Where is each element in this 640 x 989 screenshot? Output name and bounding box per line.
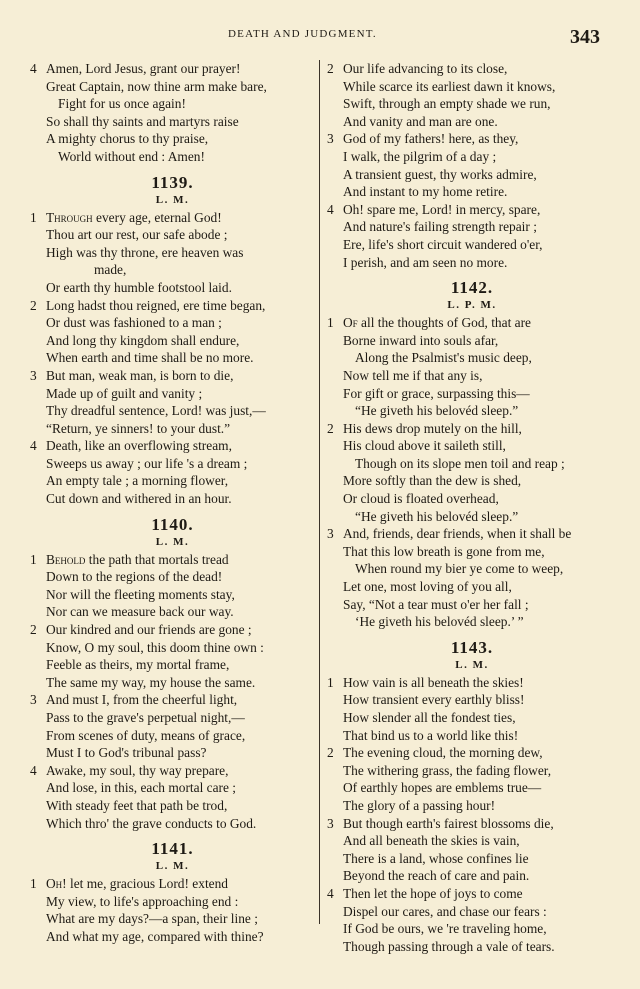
verse-text: Now tell me if that any is,	[343, 367, 483, 383]
verse-line	[30, 656, 315, 674]
verse-text: “He giveth his belovéd sleep.”	[355, 403, 519, 419]
verse-line	[30, 472, 315, 490]
verse-text: More softly than the dew is shed,	[343, 473, 522, 489]
hymn-meter: L. M.	[155, 193, 190, 206]
stanza	[327, 420, 617, 526]
verse-text: How slender all the fondest ties,	[343, 710, 516, 725]
verse-text: Or earth thy humble footstool laid.	[46, 279, 232, 295]
verse-line	[327, 472, 617, 490]
verse-text: From scenes of duty, means of grace,	[46, 727, 246, 743]
verse-text: And what my age, compared with thine?	[46, 928, 264, 944]
verse-text: Death, like an overflowing stream,	[46, 438, 232, 454]
verse-text: Fight for us once again!	[58, 96, 186, 112]
verse-text: Say, “Not a tear must o'er her fall ;	[343, 596, 529, 612]
verse-text: Thy dreadful sentence, Lord! was just,—	[46, 403, 266, 419]
verse-text: Though on its slope men toil and reap ;	[355, 455, 565, 471]
verse-text: “He giveth his belovéd sleep.”	[355, 508, 519, 524]
verse-line	[327, 218, 617, 236]
verse-text: the path that mortals tread	[85, 551, 229, 567]
stanza	[30, 437, 315, 507]
stanza	[30, 551, 315, 621]
verse-text: How transient every earthly bliss!	[343, 692, 525, 708]
verse-text: “Return, ye sinners! to your dust.”	[46, 420, 231, 436]
column-divider	[319, 60, 320, 924]
stanza-number: 4	[30, 61, 37, 76]
verse-line	[327, 78, 617, 96]
verse-text: And nature's failing strength repair ;	[343, 219, 537, 235]
verse-text: Swift, through an empty shade we run,	[343, 96, 551, 112]
verse-line	[327, 578, 617, 596]
verse-line	[30, 797, 315, 815]
verse-line	[30, 639, 315, 657]
verse-line	[327, 60, 617, 78]
verse-text: World without end : Amen!	[58, 148, 205, 164]
verse-line	[327, 832, 617, 850]
verse-line	[327, 201, 617, 219]
verse-line	[327, 903, 617, 921]
verse-text: And all beneath the skies is vain,	[343, 833, 520, 849]
verse-text: Borne inward into souls afar,	[343, 332, 499, 348]
verse-line	[30, 815, 315, 833]
verse-text: There is a land, whose confines lie	[343, 850, 529, 866]
verse-line	[30, 148, 315, 166]
verse-text: The withering grass, the fading flower,	[343, 762, 552, 778]
verse-line	[30, 709, 315, 727]
stanza	[327, 744, 617, 814]
stanza-number: 3	[327, 526, 334, 542]
verse-line	[327, 166, 617, 184]
verse-line	[30, 586, 315, 604]
verse-line	[30, 893, 315, 911]
verse-line	[327, 596, 617, 614]
stanza	[327, 60, 617, 130]
verse-line	[327, 885, 617, 903]
verse-line	[327, 349, 617, 367]
stanza	[327, 525, 617, 631]
verse-line	[30, 727, 315, 745]
verse-line	[30, 568, 315, 586]
verse-text: A transient guest, thy works admire,	[343, 166, 537, 182]
verse-line	[327, 236, 617, 254]
stanza-number: 4	[327, 201, 334, 217]
verse-text: Nor can we measure back our way.	[46, 604, 234, 620]
verse-line	[30, 261, 315, 279]
verse-text: Our life advancing to its close,	[343, 61, 508, 76]
verse-text: Nor will the fleeting moments stay,	[46, 586, 235, 602]
verse-text: That this low breath is gone from me,	[343, 543, 545, 559]
stanza	[30, 367, 315, 437]
verse-line	[327, 183, 617, 201]
verse-line	[30, 402, 315, 420]
verse-line	[327, 490, 617, 508]
verse-text: I perish, and am seen no more.	[343, 254, 508, 270]
verse-line	[30, 226, 315, 244]
verse-line	[30, 674, 315, 692]
verse-text: Or dust was fashioned to a man ;	[46, 315, 222, 331]
stanza-number: 3	[327, 131, 334, 147]
hymn-number: 1140.	[151, 514, 194, 534]
verse-text: And must I, from the cheerful light,	[46, 692, 238, 708]
verse-text: I walk, the pilgrim of a day ;	[343, 148, 497, 164]
verse-line	[327, 437, 617, 455]
verse-line	[327, 332, 617, 350]
verse-line	[30, 875, 315, 893]
verse-line	[327, 95, 617, 113]
verse-line	[327, 779, 617, 797]
stanza	[327, 674, 617, 744]
verse-text: Great Captain, now thine arm make bare,	[46, 78, 267, 94]
verse-text: Which thro' the grave conducts to God.	[46, 815, 257, 831]
stanza	[327, 130, 617, 200]
verse-line	[30, 130, 315, 148]
verse-line	[327, 613, 617, 631]
verse-line	[327, 525, 617, 543]
verse-text: But man, weak man, is born to die,	[46, 367, 234, 383]
verse-text: Though passing through a vale of tears.	[343, 938, 555, 954]
stanza	[327, 815, 617, 885]
verse-line	[327, 367, 617, 385]
verse-text: Oh! spare me, Lord! in mercy, spare,	[343, 201, 541, 217]
verse-text: Dispel our cares, and chase our fears :	[343, 903, 547, 919]
verse-text: Long hadst thou reigned, ere time began,	[46, 297, 266, 313]
verse-line	[327, 148, 617, 166]
verse-line	[30, 385, 315, 403]
stanza-number: 4	[327, 885, 334, 901]
verse-text: My view, to life's approaching end :	[46, 893, 239, 909]
stanza	[30, 297, 315, 367]
verse-text: And, friends, dear friends, when it shall be	[343, 526, 572, 542]
verse-text: Know, O my soul, this doom thine own :	[46, 639, 264, 655]
verse-line	[30, 349, 315, 367]
verse-line	[30, 60, 315, 78]
verse-text: And long thy kingdom shall endure,	[46, 332, 240, 348]
verse-line	[327, 420, 617, 438]
hymn-number: 1141.	[151, 839, 194, 859]
verse-text: His dews drop mutely on the hill,	[343, 420, 522, 436]
stanza-lead-word: Through	[46, 209, 93, 225]
verse-text: God of my fathers! here, as they,	[343, 131, 519, 147]
stanza	[30, 762, 315, 832]
verse-text: Feeble as theirs, my mortal frame,	[46, 657, 230, 673]
verse-text: For gift or grace, surpassing this—	[343, 385, 530, 401]
verse-text: made,	[94, 262, 127, 278]
verse-line	[30, 762, 315, 780]
verse-text: When round my bier ye come to weep,	[355, 561, 564, 577]
verse-text: Or cloud is floated overhead,	[343, 491, 499, 507]
verse-line	[30, 551, 315, 569]
verse-text: With steady feet that path be trod,	[46, 797, 228, 813]
stanza-number: 1	[30, 876, 37, 892]
verse-text: When earth and time shall be no more.	[46, 350, 254, 366]
stanza-number: 2	[30, 297, 37, 313]
stanza-number: 1	[30, 551, 37, 567]
verse-line	[30, 244, 315, 262]
verse-line	[327, 385, 617, 403]
stanza	[30, 209, 315, 297]
verse-text: ! let me, gracious Lord! extend	[62, 876, 229, 892]
verse-line	[30, 209, 315, 227]
stanza	[30, 875, 315, 945]
stanza-lead-word: Oh	[46, 876, 63, 892]
verse-line	[327, 691, 617, 709]
verse-text: An empty tale ; a morning flower,	[46, 473, 229, 489]
verse-text: Made up of guilt and vanity ;	[46, 385, 203, 401]
verse-text: Along the Psalmist's music deep,	[355, 350, 532, 366]
verse-text: Sweeps us away ; our life 's a dream ;	[46, 455, 248, 471]
stanza-number: 4	[30, 438, 37, 454]
verse-line	[30, 455, 315, 473]
verse-text: Ere, life's short circuit wandered o'er,	[343, 236, 543, 252]
verse-text: What are my days?—a span, their line ;	[46, 911, 258, 927]
verse-line	[327, 744, 617, 762]
verse-text: And instant to my home retire.	[343, 184, 508, 200]
verse-line	[30, 314, 315, 332]
hymn-number: 1139.	[151, 172, 194, 192]
verse-line	[327, 815, 617, 833]
verse-text: How vain is all beneath the skies!	[343, 674, 524, 690]
stanza-number: 3	[30, 692, 37, 708]
running-title: DEATH AND JUDGMENT.	[228, 28, 377, 40]
verse-line	[30, 437, 315, 455]
stanza	[327, 885, 617, 955]
verse-line	[327, 455, 617, 473]
verse-line	[327, 314, 617, 332]
verse-text: Of earthly hopes are emblems true—	[343, 780, 542, 796]
verse-line	[327, 920, 617, 938]
stanza	[30, 621, 315, 691]
stanza-number: 2	[30, 622, 37, 638]
verse-line	[30, 910, 315, 928]
stanza-number: 3	[327, 815, 334, 831]
left-column	[30, 60, 315, 946]
verse-text: A mighty chorus to thy praise,	[46, 131, 209, 147]
verse-text: So shall thy saints and martyrs raise	[46, 113, 239, 129]
verse-text: High was thy throne, ere heaven was	[46, 244, 244, 260]
verse-line	[327, 560, 617, 578]
verse-text: Pass to the grave's perpetual night,—	[46, 710, 245, 725]
verse-line	[327, 130, 617, 148]
verse-line	[30, 113, 315, 131]
verse-line	[327, 543, 617, 561]
verse-line	[30, 928, 315, 946]
page-header	[0, 26, 640, 48]
verse-line	[327, 402, 617, 420]
verse-text: The same my way, my house the same.	[46, 674, 256, 690]
verse-text: But though earth's fairest blossoms die,	[343, 815, 554, 831]
stanza-number: 2	[327, 61, 334, 76]
verse-text: all the thoughts of God, that are	[357, 315, 531, 331]
verse-line	[30, 78, 315, 96]
verse-text: Let one, most loving of you all,	[343, 579, 512, 595]
verse-line	[327, 867, 617, 885]
verse-text: The evening cloud, the morning dew,	[343, 745, 543, 761]
verse-line	[30, 297, 315, 315]
verse-text: every age, eternal God!	[92, 209, 222, 225]
verse-line	[30, 332, 315, 350]
verse-line	[30, 490, 315, 508]
stanza	[30, 691, 315, 761]
hymn-number: 1142.	[450, 278, 494, 298]
hymn-meter: L. M.	[155, 860, 190, 873]
verse-line	[327, 850, 617, 868]
verse-line	[30, 279, 315, 297]
verse-line	[30, 420, 315, 438]
verse-line	[30, 603, 315, 621]
verse-line	[327, 797, 617, 815]
stanza-lead-word: Of	[343, 315, 358, 331]
verse-text: And vanity and man are one.	[343, 113, 498, 129]
verse-line	[30, 691, 315, 709]
verse-line	[30, 367, 315, 385]
stanza	[327, 314, 617, 420]
verse-line	[327, 113, 617, 131]
verse-line	[30, 744, 315, 762]
hymn-meter: L. M.	[455, 658, 489, 671]
stanza-number: 1	[327, 315, 334, 331]
verse-line	[327, 674, 617, 692]
verse-text: That bind us to a world like this!	[343, 727, 519, 743]
hymn-number: 1143.	[450, 637, 494, 657]
verse-line	[327, 508, 617, 526]
stanza-number: 1	[30, 209, 37, 225]
stanza-number: 3	[30, 367, 37, 383]
verse-line	[30, 621, 315, 639]
verse-line	[30, 779, 315, 797]
verse-text: Thou art our rest, our safe abode ;	[46, 227, 228, 243]
stanza	[30, 60, 315, 166]
verse-text: Must I to God's tribunal pass?	[46, 745, 207, 761]
verse-text: ‘He giveth his belovéd sleep.’ ”	[355, 614, 524, 630]
verse-text: Beyond the reach of care and pain.	[343, 868, 530, 884]
hymn-meter: L. P. M.	[447, 299, 497, 312]
verse-text: If God be ours, we 're traveling home,	[343, 921, 547, 937]
verse-text: Awake, my soul, thy way prepare,	[46, 762, 229, 778]
verse-line	[327, 762, 617, 780]
verse-line	[327, 727, 617, 745]
verse-line	[327, 938, 617, 956]
page-number: 343	[570, 26, 600, 48]
verse-text: Down to the regions of the dead!	[46, 569, 223, 585]
stanza-number: 1	[327, 674, 334, 690]
verse-text: The glory of a passing hour!	[343, 797, 496, 813]
verse-text: Cut down and withered in an hour.	[46, 491, 232, 507]
hymn-meter: L. M.	[155, 535, 190, 548]
verse-line	[327, 709, 617, 727]
stanza-number: 2	[327, 420, 334, 436]
stanza-lead-word: Behold	[46, 551, 86, 567]
stanza-number: 2	[327, 745, 334, 761]
verse-text: Our kindred and our friends are gone ;	[46, 622, 252, 638]
verse-text: Amen, Lord Jesus, grant our prayer!	[46, 61, 241, 76]
verse-line	[327, 254, 617, 272]
stanza	[327, 201, 617, 271]
verse-text: Then let the hope of joys to come	[343, 885, 523, 901]
stanza-number: 4	[30, 762, 37, 778]
verse-text: While scarce its earliest dawn it knows,	[343, 78, 556, 94]
verse-text: And lose, in this, each mortal care ;	[46, 780, 237, 796]
verse-text: His cloud above it saileth still,	[343, 438, 506, 454]
verse-line	[30, 95, 315, 113]
right-column	[327, 60, 617, 955]
